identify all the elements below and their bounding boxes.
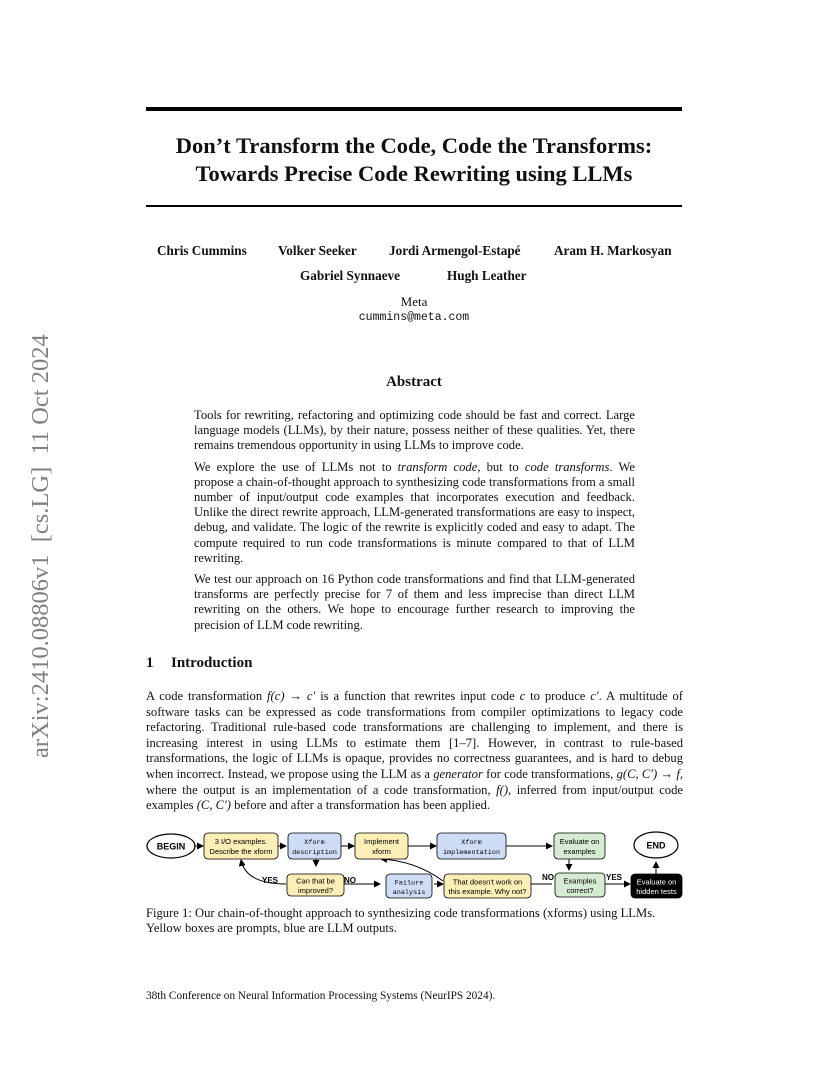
arxiv-identifier: arXiv:2410.08806v1 [cs.LG] 11 Oct 2024 xyxy=(27,334,54,758)
examples-correct-box xyxy=(555,873,605,897)
math-expression: f() xyxy=(496,782,509,797)
yes-label: YES xyxy=(261,876,278,885)
begin-node xyxy=(147,834,195,858)
svg-text:improved?: improved? xyxy=(297,886,334,895)
evaluate-on-examples-box xyxy=(554,833,605,859)
math-expression: c′ xyxy=(590,689,599,703)
conference-footnote: 38th Conference on Neural Information Processing Systems (NeurIPS 2024). xyxy=(146,990,496,1002)
math-expression: f(c) → c′ xyxy=(267,689,316,703)
svg-text:Can that be: Can that be xyxy=(296,876,335,886)
abstract-heading: Abstract xyxy=(386,374,442,390)
figure-1-flowchart xyxy=(146,826,683,902)
paper-title xyxy=(146,132,682,188)
svg-text:Xform: Xform xyxy=(304,839,325,847)
svg-text:Evaluate on: Evaluate on xyxy=(559,837,600,846)
abstract-emphasis: transform code xyxy=(397,459,478,474)
figure-caption: Figure 1: Our chain-of-thought approach to synthesizing code transformations (xforms) using LLMs. Yellow boxes are prompts, blue are LLM outputs. xyxy=(146,906,656,936)
title-rule-top xyxy=(146,107,682,111)
author-name: Hugh Leather xyxy=(447,268,527,283)
llm-output-xform-description-box xyxy=(288,833,341,859)
section-title: Introduction xyxy=(171,655,253,671)
prompt-describe-xform-box xyxy=(204,833,278,859)
prompt-can-be-improved-box xyxy=(287,874,344,896)
paper-title-line-1: Don’t Transform the Code, Code the Transforms: xyxy=(175,133,653,158)
author-name: Jordi Armengol-Estapé xyxy=(389,243,521,258)
svg-text:Implement: Implement xyxy=(363,837,400,846)
author-name: Volker Seeker xyxy=(278,243,357,258)
math-expression: c xyxy=(519,689,526,703)
svg-text:Describe the xform: Describe the xform xyxy=(209,847,273,856)
prompt-implement-xform-box xyxy=(355,833,408,859)
svg-text:correct?: correct? xyxy=(566,886,594,895)
paper-title-line-2: Towards Precise Code Rewriting using LLMs xyxy=(195,161,633,186)
abstract-paragraph: Tools for rewriting, refactoring and optimizing code should be fast and correct. Large language models (LLMs), by their nature, possess neither of these qualities. Yet, there remains tremendous opportunity in using LLMs to improve code. xyxy=(194,408,635,453)
no-label: NO xyxy=(542,873,554,882)
svg-text:xform: xform xyxy=(372,847,391,856)
affiliation-block xyxy=(146,294,682,326)
llm-output-failure-analysis-box xyxy=(386,874,432,898)
affiliation: Meta xyxy=(400,294,428,309)
author-name: Aram H. Markosyan xyxy=(554,243,672,258)
author-name: Chris Cummins xyxy=(157,243,247,258)
prompt-why-not-box xyxy=(444,874,531,898)
svg-text:implementation: implementation xyxy=(442,849,501,857)
contact-email[interactable]: cummins@meta.com xyxy=(358,311,470,324)
evaluate-hidden-tests-box xyxy=(631,874,682,898)
abstract-paragraph: We explore the use of LLMs not to transform code, but to code transforms. We propose a chain-of-thought approach to synthesizing code transformations from a small number of input/output code examples that incorporates execution and feedback. Unlike the direct rewrite approach, LLM-generated transformations are easy to inspect, debug, and validate. The logic of the rewrite is explicitly coded and easy to adapt. The compute required to run code transformations is minute compared to that of LLM rewriting. xyxy=(194,459,636,565)
no-label: NO xyxy=(344,876,356,885)
svg-text:hidden tests: hidden tests xyxy=(636,887,677,896)
yes-label: YES xyxy=(606,873,623,882)
intro-emphasis: generator xyxy=(433,766,483,781)
end-node xyxy=(634,832,678,858)
svg-text:Evaluate on: Evaluate on xyxy=(636,877,677,887)
section-number: 1 xyxy=(146,655,154,671)
svg-text:Failure: Failure xyxy=(394,879,424,888)
math-expression: (C, C′) xyxy=(196,798,231,813)
svg-text:examples: examples xyxy=(563,847,596,856)
intro-paragraph: A code transformation f(c) → c′ is a function that rewrites input code c to produce c′. A multitude of software tasks can be expressed as code transformations from compiler optimizations to legacy code refactoring. Traditional rule-based code transformations are challenging to implement, and there is increasing interest in using LLMs to estimate them [1–7]. However, in contrast to rule-based transformations, the logic of LLMs is opaque, provides no correctness guarantees, and is hard to debug when incorrect. Instead, we propose using the LLM as a generator for code transformations, g(C, C′) → f, where the output is an implementation of a code transformation, f(), inferred from input/output code examples (C, C′) before and after a transformation has been applied. xyxy=(146,689,683,813)
svg-text:BEGIN: BEGIN xyxy=(156,841,186,852)
abstract-paragraph: We test our approach on 16 Python code transformations and find that LLM-generated transforms are perfectly precise for 7 of them and less imprecise than direct LLM rewriting on the others. We hope to encourage further research to improving the precision of LLM code rewriting. xyxy=(194,572,635,632)
svg-text:3 I/O examples.: 3 I/O examples. xyxy=(214,837,268,846)
author-name: Gabriel Synnaeve xyxy=(300,268,401,283)
svg-text:description: description xyxy=(292,849,337,857)
svg-text:this example. Why not?: this example. Why not? xyxy=(448,887,527,896)
llm-output-xform-implementation-box xyxy=(437,833,506,859)
svg-text:That doesn't work on: That doesn't work on xyxy=(452,877,523,887)
math-expression: g(C, C′) → f xyxy=(616,766,680,781)
section-heading xyxy=(146,655,252,672)
svg-text:END: END xyxy=(646,840,666,851)
title-rule-bottom xyxy=(146,205,682,207)
svg-text:Xform: Xform xyxy=(461,839,482,847)
abstract-emphasis: code transforms xyxy=(524,459,610,474)
svg-text:analysis: analysis xyxy=(392,889,426,897)
arxiv-side-stamp xyxy=(18,290,58,760)
abstract-body xyxy=(194,408,635,639)
svg-text:Examples: Examples xyxy=(563,876,597,886)
